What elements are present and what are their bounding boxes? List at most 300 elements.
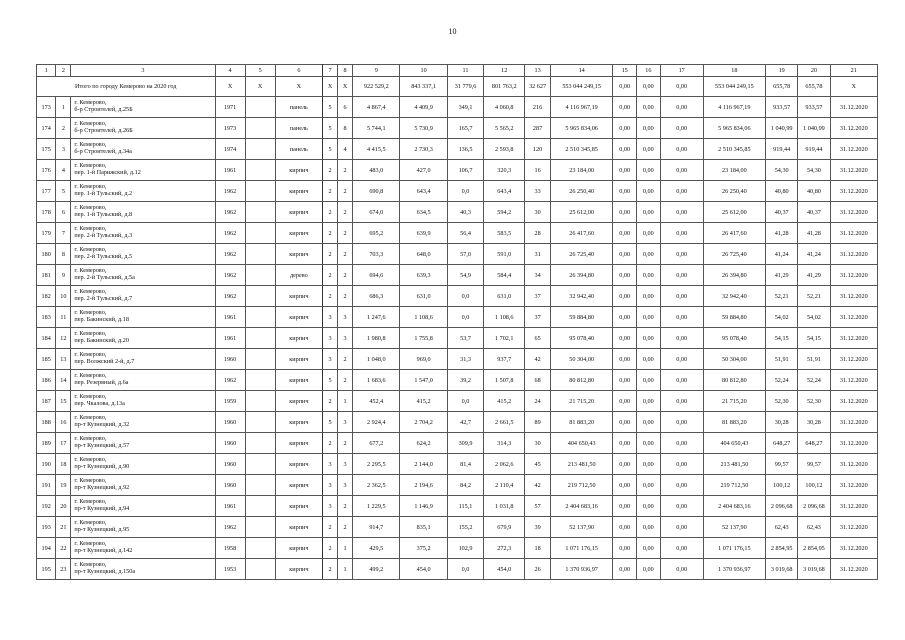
- table-cell: 0,00: [660, 412, 703, 433]
- address-line: пер. Резервный, д.6а: [74, 379, 129, 386]
- table-cell: 3: [338, 307, 353, 328]
- table-cell: 40,3: [447, 202, 484, 223]
- table-cell: 1 048,0: [353, 349, 400, 370]
- table-cell: 53,7: [447, 328, 484, 349]
- table-cell: 5: [323, 139, 338, 160]
- table-cell: 2: [338, 433, 353, 454]
- column-number: 14: [550, 65, 612, 77]
- table-cell: 192: [37, 496, 56, 517]
- table-cell: 165,7: [447, 118, 484, 139]
- table-cell: 187: [37, 391, 56, 412]
- table-cell: 2: [323, 223, 338, 244]
- table-cell: 62,43: [766, 517, 798, 538]
- table-cell: 84,2: [447, 475, 484, 496]
- address-cell: [71, 181, 215, 202]
- table-cell: 5: [323, 97, 338, 118]
- table-cell: 695,2: [353, 223, 400, 244]
- table-cell: 155,2: [447, 517, 484, 538]
- table-cell: 914,7: [353, 517, 400, 538]
- address-cell: [71, 202, 215, 223]
- table-cell: [245, 559, 275, 580]
- table-cell: 1 683,6: [353, 370, 400, 391]
- table-cell: 1973: [215, 118, 245, 139]
- table-cell: 3: [323, 307, 338, 328]
- total-cell: X: [830, 77, 877, 97]
- table-cell: [245, 391, 275, 412]
- table-cell: 24: [525, 391, 551, 412]
- table-cell: 213 481,50: [550, 454, 612, 475]
- table-cell: кирпич: [275, 286, 322, 307]
- table-cell: 0,00: [637, 160, 661, 181]
- address-line: пер. 2-й Тульский, д.5: [74, 253, 133, 260]
- table-cell: 2: [323, 160, 338, 181]
- table-cell: 919,44: [766, 139, 798, 160]
- table-cell: 31.12.2020: [830, 412, 877, 433]
- table-cell: 16: [525, 160, 551, 181]
- address-line: пер. 1-й Парижский, д.12: [74, 169, 141, 176]
- table-cell: 2 144,0: [400, 454, 447, 475]
- table-cell: 2 362,5: [353, 475, 400, 496]
- table-cell: 26 725,40: [550, 244, 612, 265]
- total-cell: 655,78: [798, 77, 830, 97]
- total-cell: X: [215, 77, 245, 97]
- table-cell: 10: [56, 286, 71, 307]
- table-cell: кирпич: [275, 538, 322, 559]
- table-cell: 349,1: [447, 97, 484, 118]
- table-cell: 2: [323, 202, 338, 223]
- table-cell: 186: [37, 370, 56, 391]
- table-cell: 21 715,20: [550, 391, 612, 412]
- table-row: [37, 139, 878, 160]
- address-line: г. Кемерово,: [74, 141, 107, 149]
- table-cell: 4 415,5: [353, 139, 400, 160]
- table-cell: 100,12: [766, 475, 798, 496]
- table-cell: 31.12.2020: [830, 97, 877, 118]
- table-cell: 1 071 176,15: [703, 538, 765, 559]
- address-cell: [71, 412, 215, 433]
- address-line: г. Кемерово,: [74, 456, 107, 464]
- table-cell: 0,00: [613, 97, 637, 118]
- table-cell: 41,28: [798, 223, 830, 244]
- column-number: 8: [338, 65, 353, 77]
- table-cell: 2: [338, 202, 353, 223]
- table-cell: 183: [37, 307, 56, 328]
- table-cell: кирпич: [275, 223, 322, 244]
- address-line: б-р Строителей, д.25Б: [74, 106, 133, 113]
- table-cell: 0,00: [660, 265, 703, 286]
- table-cell: 1: [338, 391, 353, 412]
- table-cell: 0,0: [447, 391, 484, 412]
- table-cell: 41,24: [798, 244, 830, 265]
- table-cell: 3: [338, 475, 353, 496]
- table-cell: 674,0: [353, 202, 400, 223]
- table-cell: 1 040,99: [798, 118, 830, 139]
- table-row: [37, 97, 878, 118]
- table-cell: кирпич: [275, 244, 322, 265]
- table-cell: 31.12.2020: [830, 139, 877, 160]
- table-cell: 0,00: [613, 202, 637, 223]
- table-cell: 677,2: [353, 433, 400, 454]
- table-cell: кирпич: [275, 391, 322, 412]
- table-cell: 2 593,8: [484, 139, 525, 160]
- table-cell: 7: [56, 223, 71, 244]
- address-line: пр-т Кузнецкий, д.57: [74, 442, 130, 449]
- table-cell: 0,00: [613, 475, 637, 496]
- table-cell: 34: [525, 265, 551, 286]
- address-line: г. Кемерово,: [74, 435, 107, 443]
- table-cell: 31.12.2020: [830, 223, 877, 244]
- table-row: [37, 538, 878, 559]
- table-cell: 185: [37, 349, 56, 370]
- column-number: 13: [525, 65, 551, 77]
- address-cell: [71, 370, 215, 391]
- table-cell: 31.12.2020: [830, 433, 877, 454]
- table-cell: 2: [323, 517, 338, 538]
- table-cell: 18: [56, 454, 71, 475]
- table-cell: 54,30: [766, 160, 798, 181]
- table-cell: 2: [323, 286, 338, 307]
- table-cell: 32 942,40: [703, 286, 765, 307]
- total-cell: X: [338, 77, 353, 97]
- table-cell: 0,00: [613, 307, 637, 328]
- table-cell: 0,00: [660, 328, 703, 349]
- column-number: 5: [245, 65, 275, 77]
- table-cell: [245, 496, 275, 517]
- table-cell: 694,6: [353, 265, 400, 286]
- table-cell: 648,27: [766, 433, 798, 454]
- table-cell: 8: [56, 244, 71, 265]
- address-line: пер. Чкалова, д.13а: [74, 400, 125, 407]
- table-cell: 1 229,5: [353, 496, 400, 517]
- table-cell: 5: [56, 181, 71, 202]
- address-cell: [71, 349, 215, 370]
- total-cell: 0,00: [637, 77, 661, 97]
- table-cell: кирпич: [275, 181, 322, 202]
- table-row: [37, 160, 878, 181]
- table-cell: 41,29: [766, 265, 798, 286]
- table-cell: 1961: [215, 496, 245, 517]
- table-cell: 65: [525, 328, 551, 349]
- table-cell: 0,00: [660, 559, 703, 580]
- table-cell: 0,00: [613, 286, 637, 307]
- table-cell: 100,12: [798, 475, 830, 496]
- table-cell: 584,4: [484, 265, 525, 286]
- table-cell: 6: [338, 97, 353, 118]
- housing-table: [36, 64, 878, 580]
- table-cell: 189: [37, 433, 56, 454]
- table-cell: панель: [275, 118, 322, 139]
- address-line: пр-т Кузнецкий, д.94: [74, 505, 130, 512]
- table-cell: 427,0: [400, 160, 447, 181]
- table-cell: 0,0: [447, 307, 484, 328]
- table-cell: 19: [56, 475, 71, 496]
- table-cell: 2: [323, 244, 338, 265]
- table-cell: 26: [525, 559, 551, 580]
- table-cell: 31.12.2020: [830, 475, 877, 496]
- table-cell: 31.12.2020: [830, 391, 877, 412]
- table-cell: 1961: [215, 328, 245, 349]
- table-cell: 1962: [215, 244, 245, 265]
- table-cell: 54,15: [766, 328, 798, 349]
- table-cell: 31.12.2020: [830, 118, 877, 139]
- table-cell: 919,44: [798, 139, 830, 160]
- table-cell: 639,9: [400, 223, 447, 244]
- table-cell: 0,00: [660, 538, 703, 559]
- table-cell: 33: [525, 181, 551, 202]
- table-cell: 106,7: [447, 160, 484, 181]
- table-cell: 31.12.2020: [830, 181, 877, 202]
- table-cell: 0,00: [637, 202, 661, 223]
- column-number: 7: [323, 65, 338, 77]
- total-cell: 843 337,1: [400, 77, 447, 97]
- table-cell: 643,4: [484, 181, 525, 202]
- table-cell: 1 980,8: [353, 328, 400, 349]
- table-cell: 5: [323, 370, 338, 391]
- table-cell: [245, 244, 275, 265]
- table-cell: 80 812,80: [703, 370, 765, 391]
- table-cell: 40,80: [766, 181, 798, 202]
- table-cell: 81 883,20: [550, 412, 612, 433]
- table-cell: 219 712,50: [550, 475, 612, 496]
- table-cell: 30,28: [798, 412, 830, 433]
- table-cell: 0,00: [637, 517, 661, 538]
- address-line: г. Кемерово,: [74, 99, 107, 107]
- table-cell: 1 507,8: [484, 370, 525, 391]
- table-cell: 631,0: [400, 286, 447, 307]
- table-cell: 2: [323, 391, 338, 412]
- table-cell: 4 116 967,19: [550, 97, 612, 118]
- table-cell: 2: [323, 181, 338, 202]
- table-cell: 56,4: [447, 223, 484, 244]
- table-row: [37, 349, 878, 370]
- table-cell: 643,4: [400, 181, 447, 202]
- table-cell: 0,00: [637, 475, 661, 496]
- table-cell: 4 867,4: [353, 97, 400, 118]
- address-line: г. Кемерово,: [74, 246, 107, 254]
- table-cell: 2: [338, 496, 353, 517]
- table-cell: 18: [525, 538, 551, 559]
- table-cell: [245, 349, 275, 370]
- table-cell: 50 304,00: [550, 349, 612, 370]
- table-cell: 184: [37, 328, 56, 349]
- table-cell: 1962: [215, 181, 245, 202]
- table-cell: 1974: [215, 139, 245, 160]
- address-line: пер. Бакинский, д.18: [74, 316, 129, 323]
- table-cell: 320,3: [484, 160, 525, 181]
- table-cell: 0,00: [660, 244, 703, 265]
- table-cell: 0,00: [613, 370, 637, 391]
- column-number: 20: [798, 65, 830, 77]
- address-line: пер. Бакинский, д.20: [74, 337, 129, 344]
- table-cell: 0,00: [660, 475, 703, 496]
- address-line: пр-т Кузнецкий, д.95: [74, 526, 130, 533]
- address-line: г. Кемерово,: [74, 519, 107, 527]
- table-cell: 0,00: [660, 223, 703, 244]
- address-line: пер. 1-й Тульский, д.8: [74, 211, 133, 218]
- table-cell: [245, 454, 275, 475]
- table-cell: 0,00: [660, 517, 703, 538]
- table-cell: кирпич: [275, 496, 322, 517]
- table-cell: 1: [338, 559, 353, 580]
- table-cell: 2: [338, 265, 353, 286]
- table-cell: [245, 160, 275, 181]
- table-cell: кирпич: [275, 202, 322, 223]
- table-cell: 17: [56, 433, 71, 454]
- table-row: [37, 391, 878, 412]
- table-cell: 703,3: [353, 244, 400, 265]
- table-cell: 937,7: [484, 349, 525, 370]
- table-cell: 0,00: [613, 349, 637, 370]
- table-cell: 3: [338, 328, 353, 349]
- table-cell: 1960: [215, 433, 245, 454]
- table-cell: 2: [338, 160, 353, 181]
- table-cell: 102,9: [447, 538, 484, 559]
- table-cell: 2: [323, 559, 338, 580]
- table-cell: 99,57: [798, 454, 830, 475]
- table-cell: 62,43: [798, 517, 830, 538]
- table-cell: 59 884,80: [703, 307, 765, 328]
- table-cell: кирпич: [275, 433, 322, 454]
- table-cell: 1960: [215, 412, 245, 433]
- table-cell: 52,21: [798, 286, 830, 307]
- table-cell: 2 704,2: [400, 412, 447, 433]
- table-cell: 28: [525, 223, 551, 244]
- table-cell: 42: [525, 475, 551, 496]
- address-line: г. Кемерово,: [74, 561, 107, 569]
- table-cell: 835,1: [400, 517, 447, 538]
- table-cell: 20: [56, 496, 71, 517]
- table-cell: 40,80: [798, 181, 830, 202]
- table-cell: 31.12.2020: [830, 517, 877, 538]
- table-cell: 39: [525, 517, 551, 538]
- table-cell: 2: [323, 433, 338, 454]
- table-cell: [245, 328, 275, 349]
- table-cell: 2: [338, 370, 353, 391]
- table-cell: 4 116 967,19: [703, 97, 765, 118]
- table-cell: 624,2: [400, 433, 447, 454]
- table-cell: 188: [37, 412, 56, 433]
- table-cell: 0,00: [613, 139, 637, 160]
- address-cell: [71, 475, 215, 496]
- table-cell: 5 965 834,06: [703, 118, 765, 139]
- address-cell: [71, 286, 215, 307]
- table-cell: 0,00: [613, 454, 637, 475]
- total-cell: X: [323, 77, 338, 97]
- address-line: г. Кемерово,: [74, 267, 107, 275]
- table-cell: 1962: [215, 202, 245, 223]
- table-cell: 1 370 936,97: [550, 559, 612, 580]
- table-cell: 23 184,00: [703, 160, 765, 181]
- table-cell: 0,00: [613, 244, 637, 265]
- table-cell: 26 394,80: [550, 265, 612, 286]
- table-cell: [245, 433, 275, 454]
- table-cell: 52 137,90: [550, 517, 612, 538]
- table-cell: 5 744,1: [353, 118, 400, 139]
- table-cell: 190: [37, 454, 56, 475]
- table-cell: 219 712,50: [703, 475, 765, 496]
- table-cell: 194: [37, 538, 56, 559]
- table-cell: 4: [338, 139, 353, 160]
- table-cell: 5 565,2: [484, 118, 525, 139]
- table-cell: 3: [338, 412, 353, 433]
- table-cell: 0,00: [637, 328, 661, 349]
- table-row: [37, 244, 878, 265]
- table-cell: 26 725,40: [703, 244, 765, 265]
- table-cell: 2: [338, 223, 353, 244]
- column-number: 4: [215, 65, 245, 77]
- table-cell: 31.12.2020: [830, 538, 877, 559]
- table-cell: 22: [56, 538, 71, 559]
- table-cell: 1953: [215, 559, 245, 580]
- column-number: 19: [766, 65, 798, 77]
- table-cell: 40,37: [766, 202, 798, 223]
- table-cell: кирпич: [275, 559, 322, 580]
- table-cell: 0,00: [613, 538, 637, 559]
- address-line: г. Кемерово,: [74, 498, 107, 506]
- table-cell: 0,00: [637, 244, 661, 265]
- address-line: пр-т Кузнецкий, д.142: [74, 547, 133, 554]
- table-cell: 31.12.2020: [830, 370, 877, 391]
- table-cell: 0,00: [660, 433, 703, 454]
- table-cell: 193: [37, 517, 56, 538]
- table-row: [37, 370, 878, 391]
- table-cell: 1962: [215, 286, 245, 307]
- table-cell: 591,0: [484, 244, 525, 265]
- table-cell: 213 481,50: [703, 454, 765, 475]
- table-cell: 0,00: [637, 265, 661, 286]
- address-line: г. Кемерово,: [74, 120, 107, 128]
- table-cell: 2: [56, 118, 71, 139]
- table-cell: 45: [525, 454, 551, 475]
- table-cell: 191: [37, 475, 56, 496]
- table-cell: 499,2: [353, 559, 400, 580]
- column-number: 16: [637, 65, 661, 77]
- table-cell: 15: [56, 391, 71, 412]
- table-cell: 4 409,9: [400, 97, 447, 118]
- table-cell: 31.12.2020: [830, 454, 877, 475]
- total-cell: 801 763,2: [484, 77, 525, 97]
- table-cell: 309,9: [447, 433, 484, 454]
- address-cell: [71, 454, 215, 475]
- table-cell: 178: [37, 202, 56, 223]
- table-cell: 1: [338, 538, 353, 559]
- table-cell: 0,00: [637, 181, 661, 202]
- table-row: [37, 559, 878, 580]
- table-cell: кирпич: [275, 160, 322, 181]
- table-cell: 16: [56, 412, 71, 433]
- table-cell: 23: [56, 559, 71, 580]
- table-cell: 2 854,95: [766, 538, 798, 559]
- table-cell: 679,9: [484, 517, 525, 538]
- table-cell: 454,0: [400, 559, 447, 580]
- table-cell: 0,00: [637, 286, 661, 307]
- table-cell: 52,30: [766, 391, 798, 412]
- table-cell: 1962: [215, 517, 245, 538]
- table-cell: 52,21: [766, 286, 798, 307]
- address-line: пер. 1-й Тульский, д.2: [74, 190, 133, 197]
- address-line: г. Кемерово,: [74, 372, 107, 380]
- table-cell: 454,0: [484, 559, 525, 580]
- address-line: г. Кемерово,: [74, 204, 107, 212]
- table-cell: 3: [323, 454, 338, 475]
- column-number: 11: [447, 65, 484, 77]
- table-cell: 1962: [215, 223, 245, 244]
- table-cell: [245, 286, 275, 307]
- table-cell: 39,2: [447, 370, 484, 391]
- address-line: пр-т Кузнецкий, д.150а: [74, 568, 136, 575]
- table-cell: 59 884,80: [550, 307, 612, 328]
- table-cell: 452,4: [353, 391, 400, 412]
